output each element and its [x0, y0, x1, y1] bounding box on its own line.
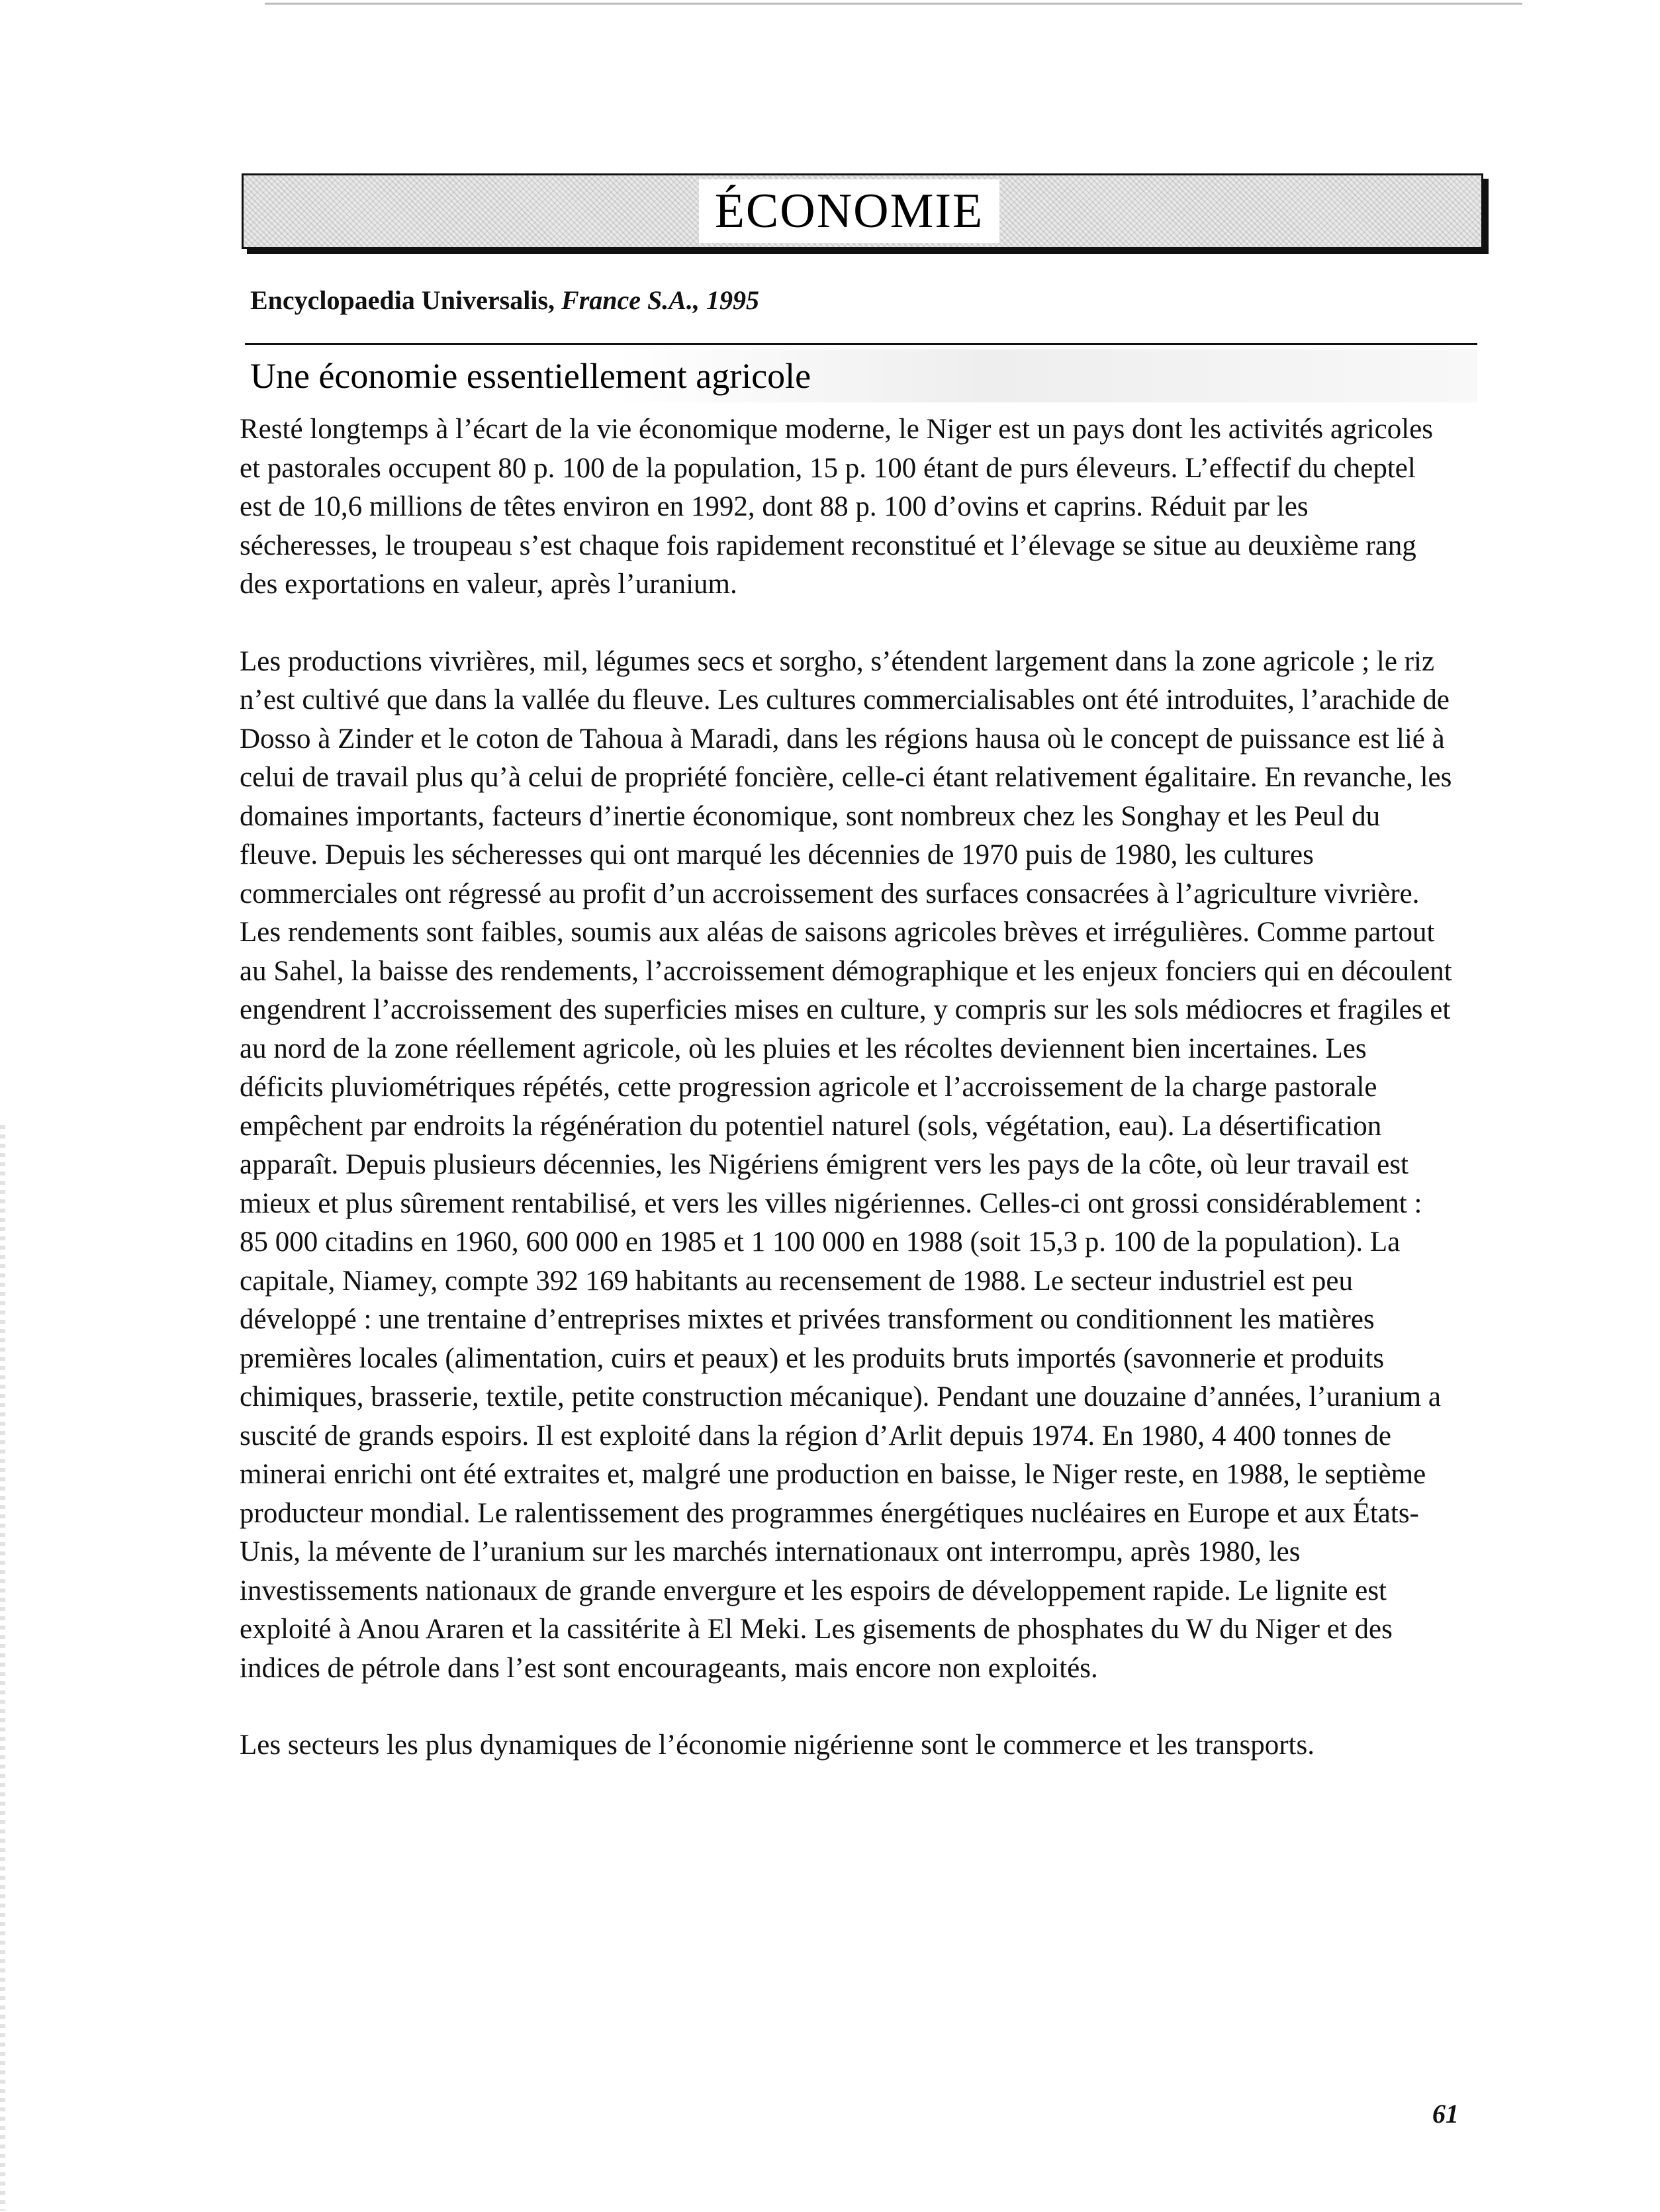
scan-edge-top: [265, 3, 1522, 5]
paragraph: Les secteurs les plus dynamiques de l’économie nigérienne sont le commerce et les transports.: [240, 1729, 1314, 1761]
source-name: Encyclopaedia Universalis,: [250, 285, 555, 315]
page-title: ÉCONOMIE: [699, 179, 1000, 243]
source-citation: [250, 285, 759, 316]
page-number: 61: [1432, 2099, 1459, 2129]
source-publisher: France S.A., 1995: [561, 285, 759, 315]
section-heading: Une économie essentiellement agricole: [250, 356, 811, 396]
paragraph: Les productions vivrières, mil, légumes secs et sorgho, s’étendent largement dans la zone agricole ; le riz n’est cultivé que dans la vallée du fleuve. Les cultures commercialisables ont été introduites, l’arachide de Dosso à Zinder et le coton de Tahoua à Maradi, dans les régions hausa où le concept de puissance est lié à celui de travail plus qu’à celui de propriété foncière, celle-ci étant relativement égalitaire. En revanche, les domaines importants, facteurs d’inertie économique, sont nombreux chez les Songhay et les Peul du fleuve. Depuis les sécheresses qui ont marqué les décennies de 1970 puis de 1980, les cultures commerciales ont régressé au profit d’un accroissement des surfaces consacrées à l’agriculture vivrière. Les rendements sont faibles, soumis aux aléas de saisons agricoles brèves et irrégulières. Comme partout au Sahel, la baisse des rendements, l’accroissement démographique et les enjeux fonciers qui en découlent engendrent l’accroissement des superficies mises en culture, y compris sur les sols médiocres et fragiles et au nord de la zone réellement agricole, où les pluies et les récoltes deviennent bien incertaines. Les déficits pluviométriques répétés, cette progression agricole et l’accroissement de la charge pastorale empêchent par endroits la régénération du potentiel naturel (sols, végétation, eau). La désertification apparaît. Depuis plusieurs décennies, les Nigériens émigrent vers les pays de la côte, où leur travail est mieux et plus sûrement rentabilisé, et vers les villes nigériennes. Celles-ci ont grossi considérablement : 85 000 citadins en 1960, 600 000 en 1985 et 1 100 000 en 1988 (soit 15,3 p. 100 de la population). La capitale, Niamey, compte 392 169 habitants au recensement de 1988. Le secteur industriel est peu développé : une trentaine d’entreprises mixtes et privées transforment ou conditionnent les matières premières locales (alimentation, cuirs et peaux) et les produits bruts importés (savonnerie et produits chimiques, brasserie, textile, petite construction mécanique). Pendant une douzaine d’années, l’uranium a suscité de grands espoirs. Il est exploité dans la région d’Arlit depuis 1974. En 1980, 4 400 tonnes de minerai enrichi ont été extraites et, malgré une production en baisse, le Niger reste, en 1988, le septième producteur mondial. Le ralentissement des programmes énergétiques nucléaires en Europe et aux États-Unis, la mévente de l’uranium sur les marchés internationaux ont interrompu, après 1980, les investissements nationaux de grande envergure et les espoirs de développement rapide. Le lignite est exploité à Anou Araren et la cassitérite à El Meki. Les gisements de phosphates du W du Niger et des indices de pétrole dans l’est sont encourageants, mais encore non exploités.: [240, 645, 1452, 1684]
title-banner: [242, 173, 1483, 249]
section-heading-bar: [246, 349, 1477, 402]
article-body: [240, 410, 1452, 1804]
scan-edge-left: [0, 1125, 5, 2211]
section-divider: [245, 343, 1477, 345]
paragraph: Resté longtemps à l’écart de la vie économique moderne, le Niger est un pays dont les activités agricoles et pastorales occupent 80 p. 100 de la population, 15 p. 100 étant de purs éleveurs. L’effectif du cheptel est de 10,6 millions de têtes environ en 1992, dont 88 p. 100 d’ovins et caprins. Réduit par les sécheresses, le troupeau s’est chaque fois rapidement reconstitué et l’élevage se situe au deuxième rang des exportations en valeur, après l’uranium.: [240, 414, 1434, 600]
